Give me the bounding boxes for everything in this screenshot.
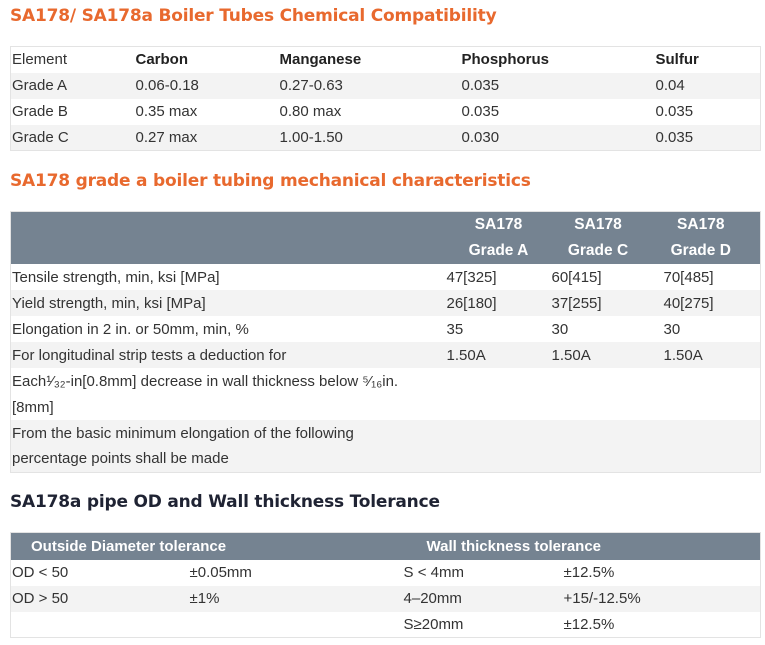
table-cell [663, 420, 761, 446]
table-cell: 47[325] [446, 268, 497, 286]
table-cell: Each¹⁄₃₂-in[0.8mm] decrease in wall thickness below ⁵⁄₁₆in. [12, 372, 399, 390]
table-cell: S < 4mm [403, 564, 464, 581]
table-cell: 70[485] [663, 268, 714, 286]
table-cell: 30 [551, 320, 569, 338]
table-cell: 0.035 [461, 77, 500, 94]
table-cell: OD > 50 [12, 590, 69, 607]
table-row [11, 290, 761, 316]
tolerance-table [10, 532, 761, 638]
table-cell: 0.06-0.18 [135, 77, 199, 94]
table-row [11, 586, 761, 612]
table-cell: 0.80 max [279, 103, 342, 120]
chemical-compatibility-title: SA178/ SA178a Boiler Tubes Chemical Compatibility [10, 6, 497, 26]
table-row [11, 420, 761, 446]
column-header: Sulfur [655, 51, 699, 69]
table-cell: ±0.05mm [189, 564, 252, 581]
table-cell: 0.27 max [135, 128, 198, 146]
table-cell: 0.030 [461, 128, 500, 146]
table-cell: S≥20mm [403, 615, 464, 633]
table-header-row [11, 238, 761, 264]
table-row [11, 316, 761, 342]
table-cell: Tensile strength, min, ksi [MPa] [12, 268, 220, 286]
table-cell: 1.50A [551, 346, 591, 364]
table-cell [663, 394, 761, 420]
table-cell: Grade B [12, 103, 68, 120]
table-cell: 37[255] [551, 294, 602, 312]
table-header-row [11, 212, 761, 239]
chemical-composition-table [10, 46, 761, 151]
table-cell: 0.035 [655, 103, 694, 120]
table-cell: Yield strength, min, ksi [MPa] [12, 294, 206, 312]
table-cell [446, 446, 551, 472]
column-header: SA178 [677, 216, 725, 233]
table-cell [11, 612, 189, 638]
table-cell [663, 368, 761, 394]
table-cell: 1.50A [663, 346, 703, 364]
table-cell: From the basic minimum elongation of the following [12, 424, 354, 442]
table-cell: Grade C [12, 128, 69, 146]
column-header: Manganese [279, 51, 362, 69]
table-header-row [11, 47, 761, 73]
table-header-row [11, 533, 761, 560]
table-row [11, 73, 761, 99]
table-cell: +15/-12.5% [563, 590, 641, 607]
column-header: Carbon [135, 51, 188, 69]
table-row [11, 99, 761, 125]
table-cell: 35 [446, 320, 464, 338]
table-row [11, 394, 761, 420]
table-cell: 0.04 [655, 77, 685, 94]
table-cell [551, 394, 663, 420]
table-cell: 60[415] [551, 268, 602, 286]
column-header: SA178 [474, 216, 523, 233]
column-header [11, 212, 446, 239]
table-cell: [8mm] [12, 398, 54, 416]
table-cell [189, 612, 403, 638]
table-row [11, 125, 761, 151]
table-cell [551, 368, 663, 394]
table-cell: 0.035 [461, 103, 500, 120]
table-cell: ±12.5% [563, 615, 615, 633]
column-header [11, 238, 446, 264]
table-row [11, 446, 761, 472]
table-cell: Elongation in 2 in. or 50mm, min, % [12, 320, 249, 338]
column-header: Phosphorus [461, 51, 550, 69]
table-row [11, 612, 761, 638]
od-wall-tolerance-title: SA178a pipe OD and Wall thickness Tolerance [10, 492, 440, 512]
mechanical-characteristics-title: SA178 grade a boiler tubing mechanical characteristics [10, 171, 531, 191]
table-cell: ±12.5% [563, 564, 615, 581]
table-cell: 26[180] [446, 294, 497, 312]
table-row [11, 264, 761, 290]
table-cell [663, 446, 761, 472]
column-header: SA178 [574, 216, 622, 233]
column-header: Wall thickness tolerance [426, 537, 602, 555]
table-row [11, 560, 761, 586]
table-row [11, 342, 761, 368]
column-header: Grade D [670, 242, 731, 259]
table-cell: OD < 50 [12, 564, 69, 581]
mechanical-properties-table [10, 211, 761, 473]
column-header: Grade A [468, 242, 529, 259]
table-cell: 30 [663, 320, 681, 338]
column-header: Grade C [567, 242, 629, 259]
table-cell [446, 394, 551, 420]
table-cell: percentage points shall be made [12, 450, 229, 468]
table-cell [551, 446, 663, 472]
table-cell: For longitudinal strip tests a deduction for [12, 346, 287, 364]
table-cell: 0.35 max [135, 103, 198, 120]
table-cell: 1.00-1.50 [279, 128, 343, 146]
table-cell: ±1% [189, 590, 220, 607]
column-header: Outside Diameter tolerance [31, 537, 227, 555]
table-cell: 4–20mm [403, 590, 462, 607]
table-cell: 0.27-0.63 [279, 77, 343, 94]
table-cell [446, 420, 551, 446]
table-cell [446, 368, 551, 394]
table-cell: 1.50A [446, 346, 486, 364]
table-cell: Grade A [12, 77, 68, 94]
table-cell [551, 420, 663, 446]
table-cell: 0.035 [655, 128, 694, 146]
table-cell: 40[275] [663, 294, 714, 312]
column-header: Element [12, 51, 68, 69]
table-row [11, 368, 761, 394]
